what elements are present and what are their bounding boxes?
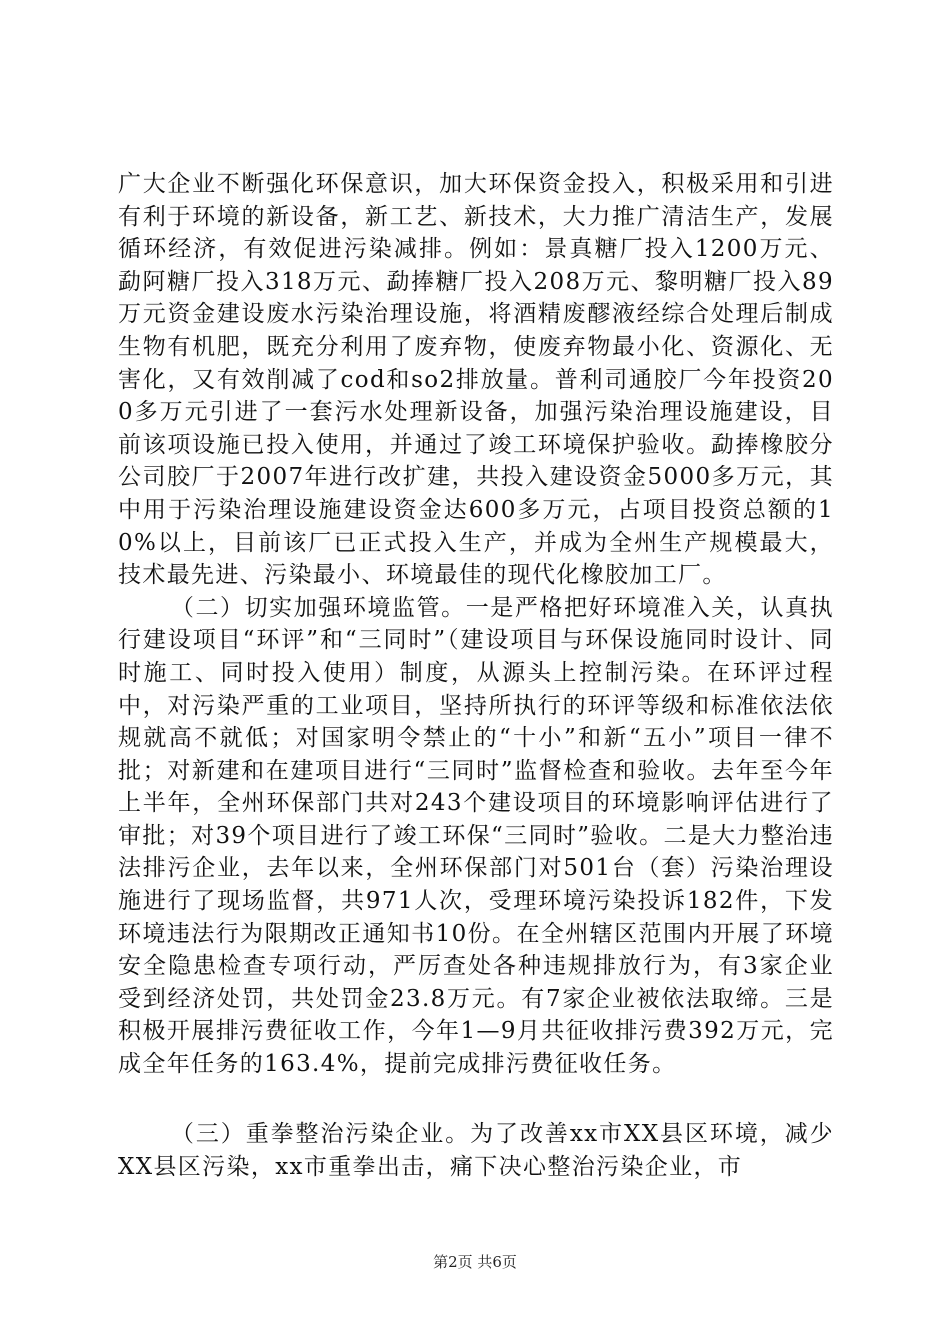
body-text-lower (118, 1118, 834, 1183)
paragraph-environmental-supervision: （二）切实加强环境监管。一是严格把好环境准入关，认真执行建设项目“环评”和“三同时”（建设项目与环保设施同时设计、同时施工、同时投入使用）制度，从源头上控制污染。在环评过程中，对污染严重的工业项目，坚持所执行的环评等级和标准依法依规就高不就低；对国家明令禁止的“十小”和新“五小”项目一律不批；对新建和在建项目进行“三同时”监督检查和验收。去年至今年上半年，全州环保部门共对243个建设项目的环境影响评估进行了审批；对39个项目进行了竣工环保“三同时”验收。二是大力整治违法排污企业，去年以来，全州环保部门对501台（套）污染治理设施进行了现场监督，共971人次，受理环境污染投诉182件，下发环境违法行为限期改正通知书10份。在全州辖区范围内开展了环境安全隐患检查专项行动，严厉查处各种违规排放行为，有3家企业受到经济处罚，共处罚金23.8万元。有7家企业被依法取缔。三是积极开展排污费征收工作，今年1—9月共征收排污费392万元，完成全年任务的163.4%，提前完成排污费征收任务。 (118, 594, 834, 1078)
body-text-upper (118, 168, 834, 1081)
paragraph-pollution-rectification: （三）重拳整治污染企业。为了改善xx市XX县区环境，减少XX县区污染，xx市重拳出击，痛下决心整治污染企业，市 (118, 1121, 834, 1180)
page-footer: 第2页 共6页 (433, 1253, 517, 1271)
paragraph-enterprise-investment: 广大企业不断强化环保意识，加大环保资金投入，积极采用和引进有利于环境的新设备，新工艺、新技术，大力推广清洁生产，发展循环经济，有效促进污染减排。例如：景真糖厂投入1200万元、勐阿糖厂投入318万元、勐捧糖厂投入208万元、黎明糖厂投入89万元资金建设废水污染治理设施，将酒精废醪液经综合处理后制成生物有机肥，既充分利用了废弃物，使废弃物最小化、资源化、无害化，又有效削减了cod和so2排放量。普利司通胶厂今年投资200多万元引进了一套污水处理新设备，加强污染治理设施建设，目前该项设施已投入使用，并通过了竣工环境保护验收。勐捧橡胶分公司胶厂于2007年进行改扩建，共投入建设资金5000多万元，其中用于污染治理设施建设资金达600多万元，占项目投资总额的10%以上，目前该厂已正式投入生产，并成为全州生产规模最大，技术最先进、污染最小、环境最佳的现代化橡胶加工厂。 (118, 171, 834, 589)
